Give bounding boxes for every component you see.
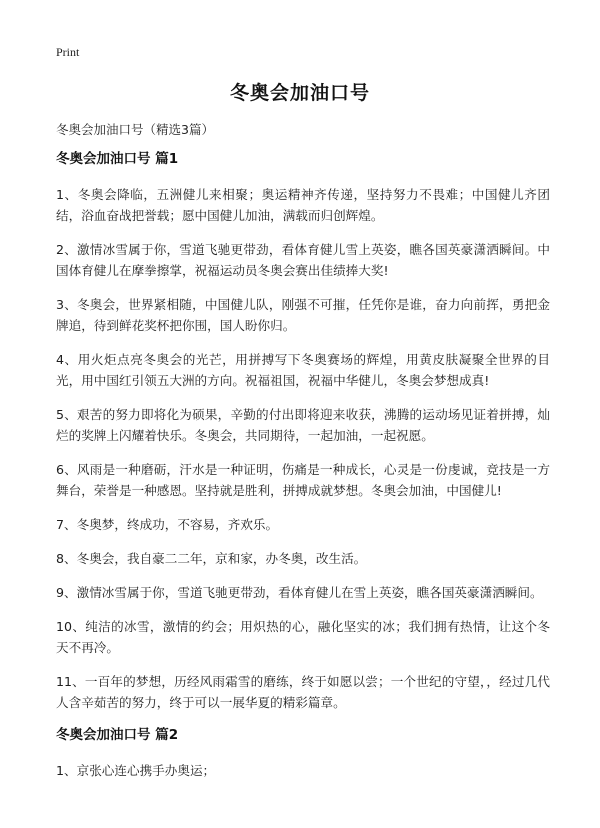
- paragraph: 8、冬奥会，我自豪二二年，京和家，办冬奥，改生活。: [56, 551, 367, 566]
- paragraph: 10、纯洁的冰雪，激情的约会；用炽热的心，融化坚实的冰；我们拥有热情，让这个冬天不再冷。: [56, 619, 550, 655]
- paragraph: 3、冬奥会，世界紧相随，中国健儿队，刚强不可摧，任凭你是谁，奋力向前挥，勇把金牌追，待到鲜花奖杯把你围，国人盼你归。: [56, 297, 550, 333]
- paragraph: 4、用火炬点亮冬奥会的光芒，用拼搏写下冬奥赛场的辉煌，用黄皮肤凝聚全世界的目光，用中国红引领五大洲的方向。祝福祖国，祝福中华健儿，冬奥会梦想成真!: [56, 352, 550, 388]
- paragraph: 11、一百年的梦想，历经风雨霜雪的磨练，终于如愿以尝；一个世纪的守望，，经过几代人含辛茹苦的努力，终于可以一展华夏的精彩篇章。: [56, 674, 550, 710]
- section-heading: 冬奥会加油口号 篇1: [56, 151, 179, 167]
- section-heading: 冬奥会加油口号 篇2: [56, 727, 179, 743]
- paragraph: 1、京张心连心携手办奥运；: [56, 763, 216, 778]
- print-link[interactable]: Print: [56, 45, 80, 59]
- paragraph: 5、艰苦的努力即将化为硕果，辛勤的付出即将迎来收获，沸腾的运动场见证着拼搏，灿烂的奖牌上闪耀着快乐。冬奥会，共同期待，一起加油，一起祝愿。: [56, 407, 550, 443]
- paragraph: 2、激情冰雪属于你，雪道飞驰更带劲，看体育健儿雪上英姿，瞧各国英豪潇洒瞬间。中国体育健儿在摩拳擦掌，祝福运动员冬奥会赛出佳绩捧大奖!: [56, 242, 550, 278]
- article-body: [56, 150, 550, 794]
- paragraph: 9、激情冰雪属于你，雪道飞驰更带劲，看体育健儿在雪上英姿，瞧各国英豪潇洒瞬间。: [56, 585, 543, 600]
- paragraph: 1、冬奥会降临，五洲健儿来相聚；奥运精神齐传递，坚持努力不畏难；中国健儿齐团结，浴血奋战把誉载；愿中国健儿加油，满载而归创辉煌。: [56, 187, 550, 223]
- paragraph: 6、风雨是一种磨砺，汗水是一种证明，伤痛是一种成长，心灵是一份虔诚，竞技是一方舞台，荣誉是一种感恩。坚持就是胜利，拼搏成就梦想。冬奥会加油，中国健儿!: [56, 462, 550, 498]
- section-2: [56, 726, 550, 781]
- page-title: 冬奥会加油口号: [229, 82, 370, 104]
- page-subtitle: 冬奥会加油口号（精选3篇）: [56, 122, 214, 137]
- paragraph: 7、冬奥梦，终成功，不容易，齐欢乐。: [56, 517, 279, 532]
- section-1: [56, 150, 550, 713]
